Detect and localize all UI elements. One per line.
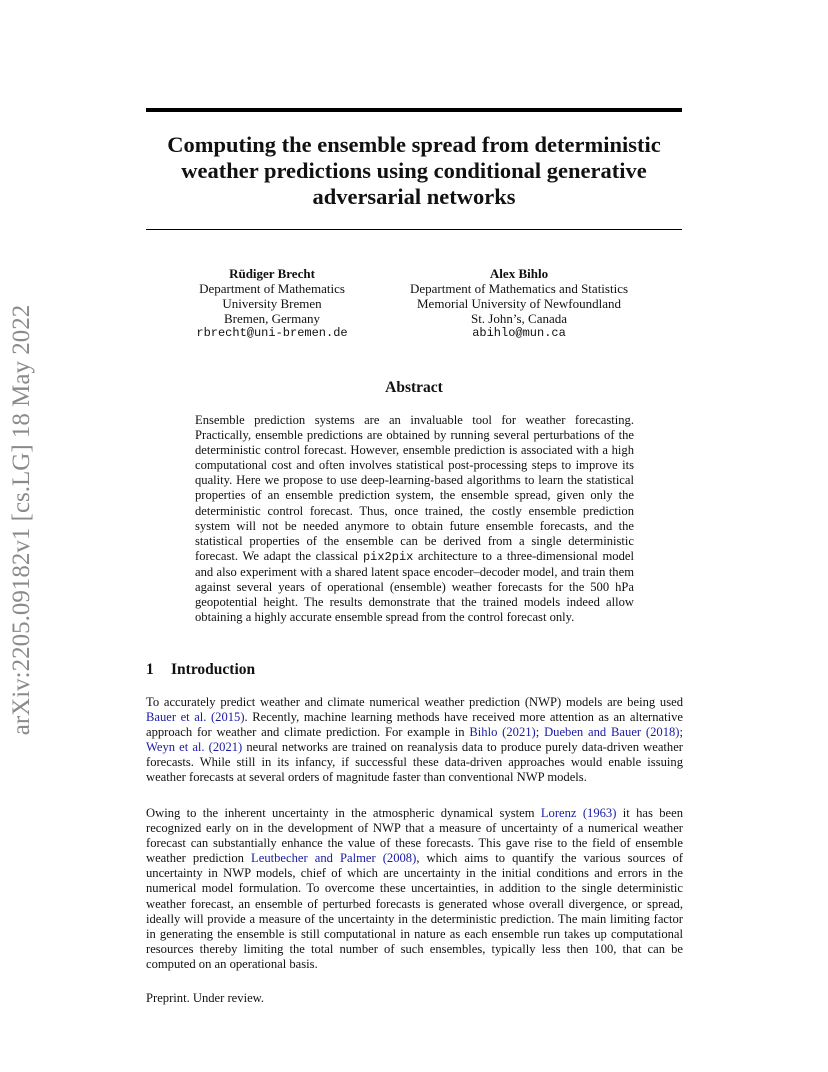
- abstract-body: [195, 413, 634, 625]
- citation-link[interactable]: Leutbecher and Palmer (2008): [251, 851, 417, 866]
- author-location: St. John’s, Canada: [470, 311, 568, 326]
- author-name: Rüdiger Brecht: [229, 266, 315, 281]
- section-heading: [146, 661, 255, 679]
- title-bottom-rule: [146, 229, 682, 230]
- author-institution: University Bremen: [222, 296, 322, 311]
- author-email[interactable]: abihlo@mun.ca: [472, 326, 566, 340]
- title-top-rule: [146, 108, 682, 112]
- paragraph-text: ;: [679, 725, 683, 740]
- abstract-text: Ensemble prediction systems are an invaluable tool for weather forecasting. Practically, ensemble predictions are obtained by running several perturbations of the deterministic control forecast. However, ensemble prediction is associated with a high computational cost and often involves statistical post-processing steps to improve its quality. Here we propose to use deep-learning-based algorithms to learn the statistical properties of an ensemble prediction system, the ensemble spread, given only the deterministic control forecast. Thus, once trained, the costly ensemble prediction system will not be needed anymore to obtain future ensemble forecasts, and the statistical properties of the ensemble can be derived from a single deterministic forecast. We adapt the classical: [195, 413, 634, 563]
- citation-link[interactable]: Dueben and Bauer (2018): [544, 725, 680, 740]
- author-institution: Memorial University of Newfoundland: [417, 296, 621, 311]
- citation-link[interactable]: Bihlo (2021): [469, 725, 536, 740]
- arxiv-identifier: arXiv:2205.09182v1 [cs.LG] 18 May 2022: [8, 304, 35, 736]
- citation-link[interactable]: Lorenz (1963): [540, 806, 617, 820]
- author-department: Department of Mathematics and Statistics: [409, 281, 629, 296]
- author-name: Alex Bihlo: [489, 266, 549, 281]
- author-email[interactable]: rbrecht@uni-bremen.de: [196, 326, 348, 340]
- abstract-heading: Abstract: [385, 379, 443, 396]
- citation-link[interactable]: Bauer et al. (2015): [146, 710, 245, 725]
- paragraph-text: it has been recognized early on in the development of NWP that a measure of uncertainty of a numerical weather forecast can substantially enhance the value of these forecasts. This gave rise to the field of ensemble weather prediction: [146, 806, 683, 866]
- author-department: Department of Mathematics: [199, 281, 345, 296]
- section-title: Introduction: [171, 661, 256, 678]
- abstract-code: pix2pix: [362, 549, 414, 564]
- paragraph-text: Owing to the inherent uncertainty in the atmospheric dynamical system: [146, 806, 541, 820]
- intro-paragraph-2: [146, 806, 683, 972]
- abstract-text: architecture to a three-dimensional model and also experiment with a shared latent space encoder–decoder model, and train them against several years of operational (ensemble) weather forecasts for the 500 hPa geopotential height. The results demonstrate that the trained models indeed allow obtaining a highly accurate ensemble spread from the control forecast only.: [195, 548, 634, 625]
- author-location: Bremen, Germany: [223, 311, 321, 326]
- paragraph-text: To accurately predict weather and climate numerical weather prediction (NWP) models are being used: [146, 695, 683, 709]
- footer-note: Preprint. Under review.: [146, 991, 265, 1005]
- paragraph-text: neural networks are trained on reanalysis data to produce purely data-driven weather forecasts. While still in its infancy, if successful these data-driven approaches would enable issuing weather forecasts at several orders of magnitude faster than conventional NWP models.: [146, 740, 683, 785]
- paragraph-text: . Recently, machine learning methods have received more attention as an alternative approach for weather and climate prediction. For example in: [146, 710, 683, 740]
- paper-title: Computing the ensemble spread from deterministic weather predictions using conditional generative adversarial networks: [167, 132, 661, 209]
- citation-link[interactable]: Weyn et al. (2021): [146, 740, 243, 755]
- intro-paragraph-1: [146, 695, 683, 786]
- paragraph-text: , which aims to quantify the various sources of uncertainty in NWP models, chief of which are uncertainty in the initial conditions and errors in the numerical model formulation. To overcome these uncertainties, in addition to the single deterministic weather forecast, an ensemble of perturbed forecasts is generated whose overall divergence, or spread, ideally will provide a measure of the uncertainty in the deterministic prediction. The main limiting factor in generating the ensemble is still computational in nature as each ensemble run takes up computational resources thereby limiting the total number of such ensembles, typically less then 100, that can be computed on an operational basis.: [146, 851, 684, 971]
- author-block-2: [398, 266, 640, 341]
- section-number: 1: [146, 661, 154, 678]
- paragraph-text: ;: [535, 725, 545, 740]
- author-block-1: [180, 266, 364, 341]
